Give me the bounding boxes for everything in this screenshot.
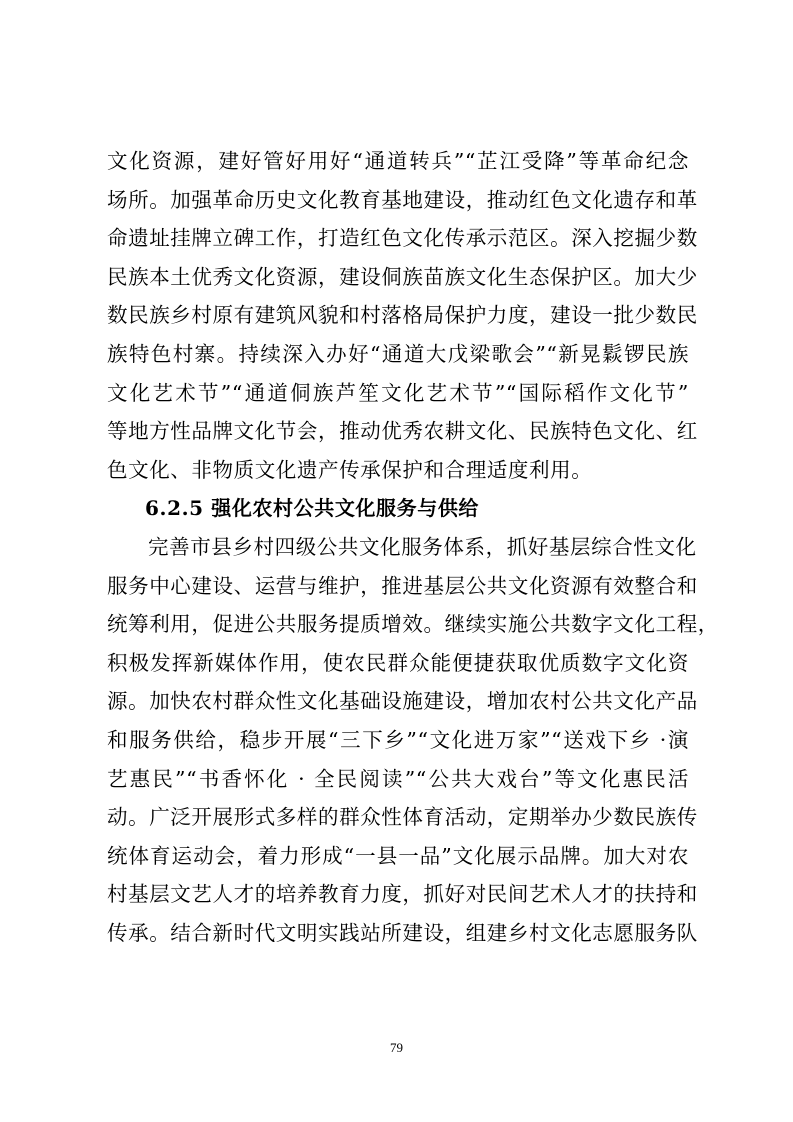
text-line: 色文化、非物质文化遗产传承保护和合理适度利用。 <box>107 457 593 482</box>
text-line: 等地方性品牌文化节会，推动优秀农耕文化、民族特色文化、红 <box>107 419 698 444</box>
text-line: 数民族乡村原有建筑风貌和村落格局保护力度，建设一批少数民 <box>107 303 698 328</box>
text-line: 和服务供给，稳步开展“三下乡”“文化进万家”“送戏下乡 ·演 <box>107 727 689 752</box>
text-line: 民族本土优秀文化资源，建设侗族苗族文化生态保护区。加大少 <box>107 264 698 289</box>
text-line: 文化资源，建好管好用好“通道转兵”“芷江受降”等革命纪念 <box>107 149 689 173</box>
page-number: 79 <box>390 1040 403 1055</box>
paragraph-1 <box>107 142 698 489</box>
section-heading: 6.2.5 强化农村公共文化服务与供给 <box>145 496 480 521</box>
text-line: 文化艺术节”“通道侗族芦笙文化艺术节”“国际稻作文化节” <box>107 380 689 405</box>
page-body <box>107 142 719 952</box>
text-line: 服务中心建设、运营与维护，推进基层公共文化资源有效整合和 <box>107 573 698 598</box>
text-line: 村基层文艺人才的培养教育力度，抓好对民间艺术人才的扶持和 <box>107 882 698 907</box>
text-line: 积极发挥新媒体作用，使农民群众能便捷获取优质数字文化资 <box>107 650 689 675</box>
text-line: 完善市县乡村四级公共文化服务体系，抓好基层综合性文化 <box>148 534 697 559</box>
text-line: 艺惠民”“书香怀化 · 全民阅读”“公共大戏台”等文化惠民活 <box>107 766 689 791</box>
text-line: 源。加快农村群众性文化基础设施建设，增加农村公共文化产品 <box>107 689 698 714</box>
paragraph-2 <box>107 528 719 953</box>
text-line: 统筹利用，促进公共服务提质增效。继续实施公共数字文化工程， <box>107 612 719 637</box>
text-line: 传承。结合新时代文明实践站所建设，组建乡村文化志愿服务队 <box>107 920 698 945</box>
text-line: 场所。加强革命历史文化教育基地建设，推动红色文化遗存和革 <box>107 187 698 212</box>
text-line: 统体育运动会，着力形成“一县一品”文化展示品牌。加大对农 <box>107 843 689 868</box>
text-line: 族特色村寨。持续深入办好“通道大戊梁歌会”“新晃鬏锣民族 <box>107 341 689 366</box>
text-line: 动。广泛开展形式多样的群众性体育活动，定期举办少数民族传 <box>107 805 698 830</box>
text-line: 命遗址挂牌立碑工作，打造红色文化传承示范区。深入挖掘少数 <box>107 226 698 251</box>
